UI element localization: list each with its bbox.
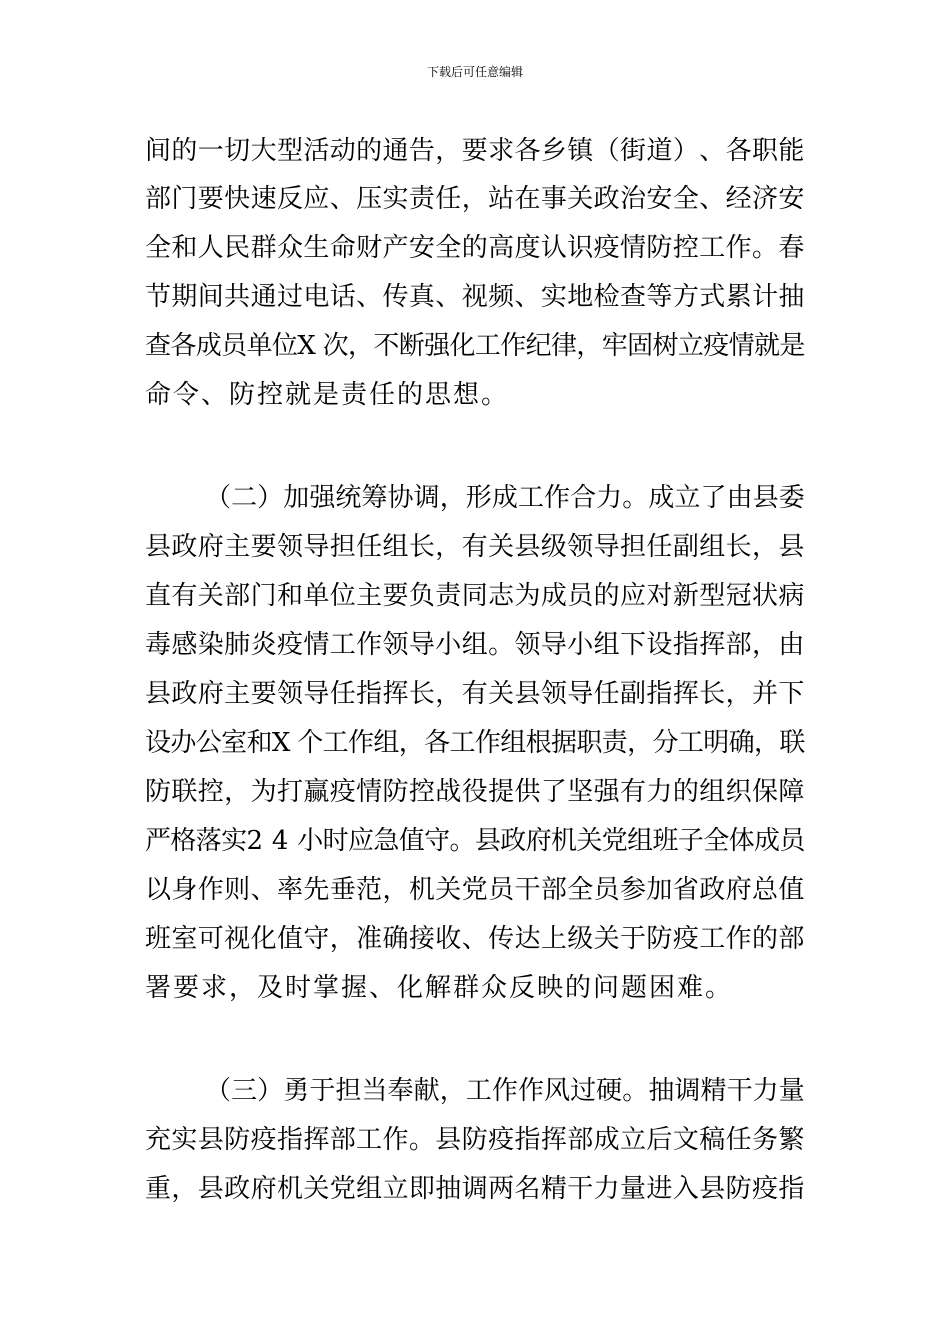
text-line: 班室可视化值守，准确接收、传达上级关于防疫工作的部 [145,924,805,954]
text-line: 重，县政府机关党组立即抽调两名精干力量进入县防疫指 [145,1174,805,1204]
text-line: 防联控，为打赢疫情防控战役提供了坚强有力的组织保障 [145,777,805,807]
text-line: 全和人民群众生命财产安全的高度认识疫情防控工作。春 [145,233,805,263]
text-line: 署要求，及时掌握、化解群众反映的问题困难。 [145,973,734,1003]
text-line: （三）勇于担当奉献，工作作风过硬。抽调精干力量 [205,1076,805,1106]
text-line: 直有关部门和单位主要负责同志为成员的应对新型冠状病 [145,581,805,611]
text-line: 部门要快速反应、压实责任，站在事关政治安全、经济安 [145,184,805,214]
text-line: 设办公室和X 个工作组，各工作组根据职责，分工明确，联 [145,728,806,758]
text-line: （二）加强统筹协调，形成工作合力。成立了由县委 [205,483,805,513]
text-line: 充实县防疫指挥部工作。县防疫指挥部成立后文稿任务繁 [145,1125,805,1155]
text-line: 毒感染肺炎疫情工作领导小组。领导小组下设指挥部，由 [145,630,805,660]
text-line: 以身作则、率先垂范，机关党员干部全员参加省政府总值 [145,875,805,905]
text-line: 严格落实2 4 小时应急值守。县政府机关党组班子全体成员 [145,826,806,856]
text-line: 间的一切大型活动的通告，要求各乡镇（街道）、各职能 [145,136,805,166]
text-line: 查各成员单位X 次，不断强化工作纪律，牢固树立疫情就是 [145,331,806,361]
text-line: 节期间共通过电话、传真、视频、实地检查等方式累计抽 [145,282,805,312]
text-line: 县政府主要领导担任组长，有关县级领导担任副组长，县 [145,532,805,562]
text-line: 县政府主要领导任指挥长，有关县领导任副指挥长，并下 [145,679,805,709]
text-line: 命令、防控就是责任的思想。 [145,380,510,410]
page-header: 下载后可任意编辑 [426,65,523,79]
